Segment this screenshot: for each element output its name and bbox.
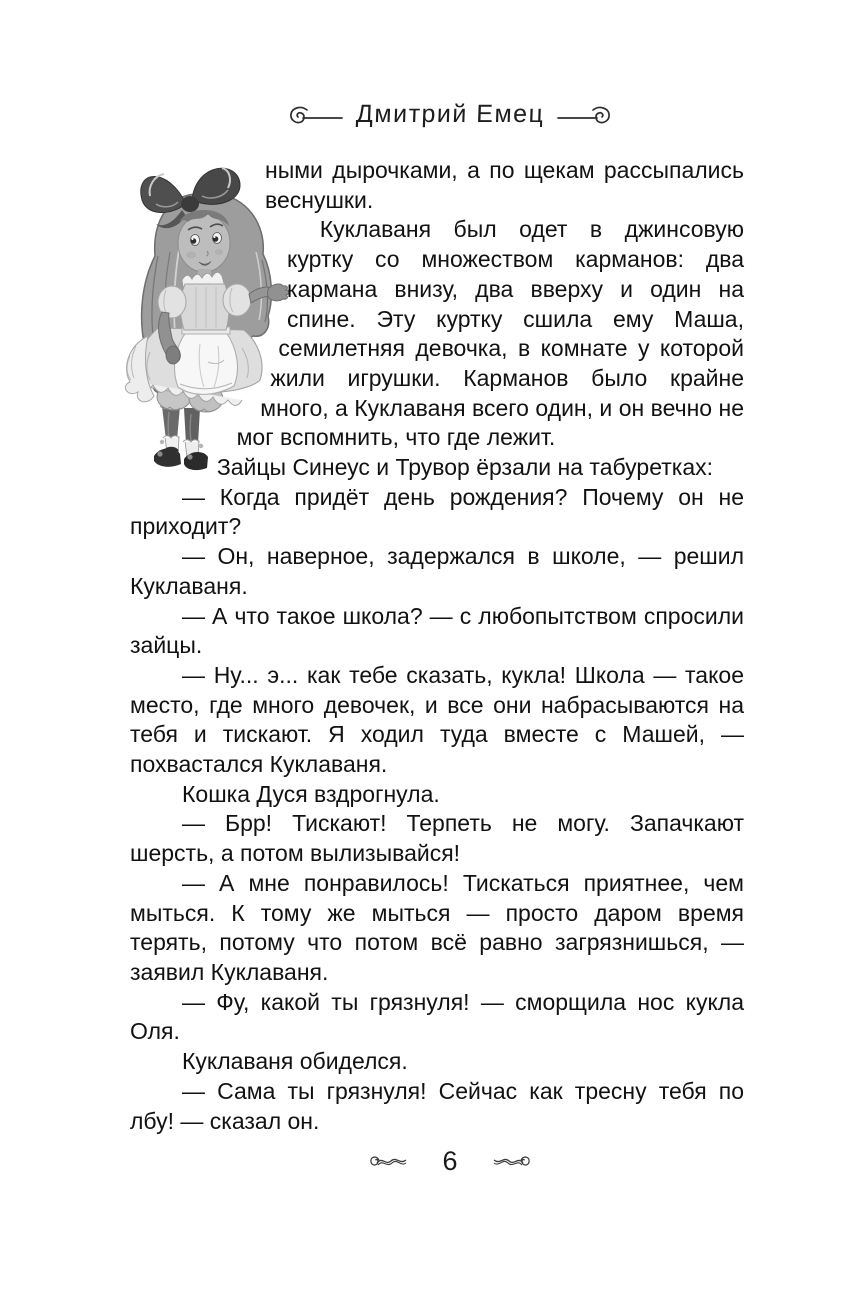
wave-curl-flourish-right-icon [492, 1151, 532, 1173]
paragraph: — Брр! Тискают! Терпеть не могу. Запачкают шерсть, а потом вылизывайся! [130, 810, 744, 867]
paragraph: — Он, наверное, задержался в школе, — решил Куклаваня. [130, 543, 744, 599]
paragraph: Кошка Дуся вздрогнула. [182, 780, 440, 807]
paragraph: — А мне понравилось! Тискаться приятнее, чем мыться. К тому же мыться — просто даром время терять, потому что потом всё равно загрязнишься, — заявил Куклаваня. [130, 869, 744, 985]
running-header [28, 100, 844, 129]
doll-shoes [154, 448, 208, 470]
paragraph: — Сама ты грязнуля! Сейчас как тресну тебя по лбу! — сказал он. [130, 1077, 744, 1134]
paragraph: Куклаваня обиделся. [182, 1048, 408, 1075]
paragraph: — Ну... э... как тебе сказать, кукла! Школа — такое место, где много девочек, и все они набрасываются на тебя и тискают. Я ходил туда вместе с Машей, — похвастался Куклаваня. [130, 661, 744, 778]
paragraph: — Когда придёт день рождения? Почему он не приходит? [130, 483, 744, 540]
paragraph: — Фу, какой ты грязнуля! — сморщила нос кукла Оля. [130, 988, 744, 1045]
spiral-dash-flourish-right-icon [556, 103, 614, 127]
wave-curl-flourish-left-icon [368, 1151, 408, 1173]
page-number: 6 [442, 1146, 458, 1176]
page-footer [28, 1146, 844, 1177]
spiral-dash-flourish-left-icon [286, 103, 344, 127]
doll-face [178, 210, 230, 272]
paragraph: Зайцы Синеус и Трувор ёрзали на табуретках: [216, 454, 714, 481]
paragraph: ными дырочками, а по щекам рассыпались веснушки. [265, 157, 744, 213]
paragraph: Куклаваня был одет в джинсовую куртку со множеством карманов: два кармана внизу, два вверху и один на спине. Эту куртку сшила ему Маша, семилетняя девочка, в комнате у которой жили игрушки. Карманов было крайне много, а Куклаваня всего один, и он вечно не мог вспомнить, что где лежит. [236, 216, 744, 451]
paragraph: — А что такое школа? — с любопытством спросили зайцы. [130, 602, 744, 659]
page-text-column [130, 156, 744, 1136]
author-name: Дмитрий Емец [355, 100, 545, 128]
doll-bodice [180, 284, 229, 330]
doll-apron [175, 327, 238, 394]
